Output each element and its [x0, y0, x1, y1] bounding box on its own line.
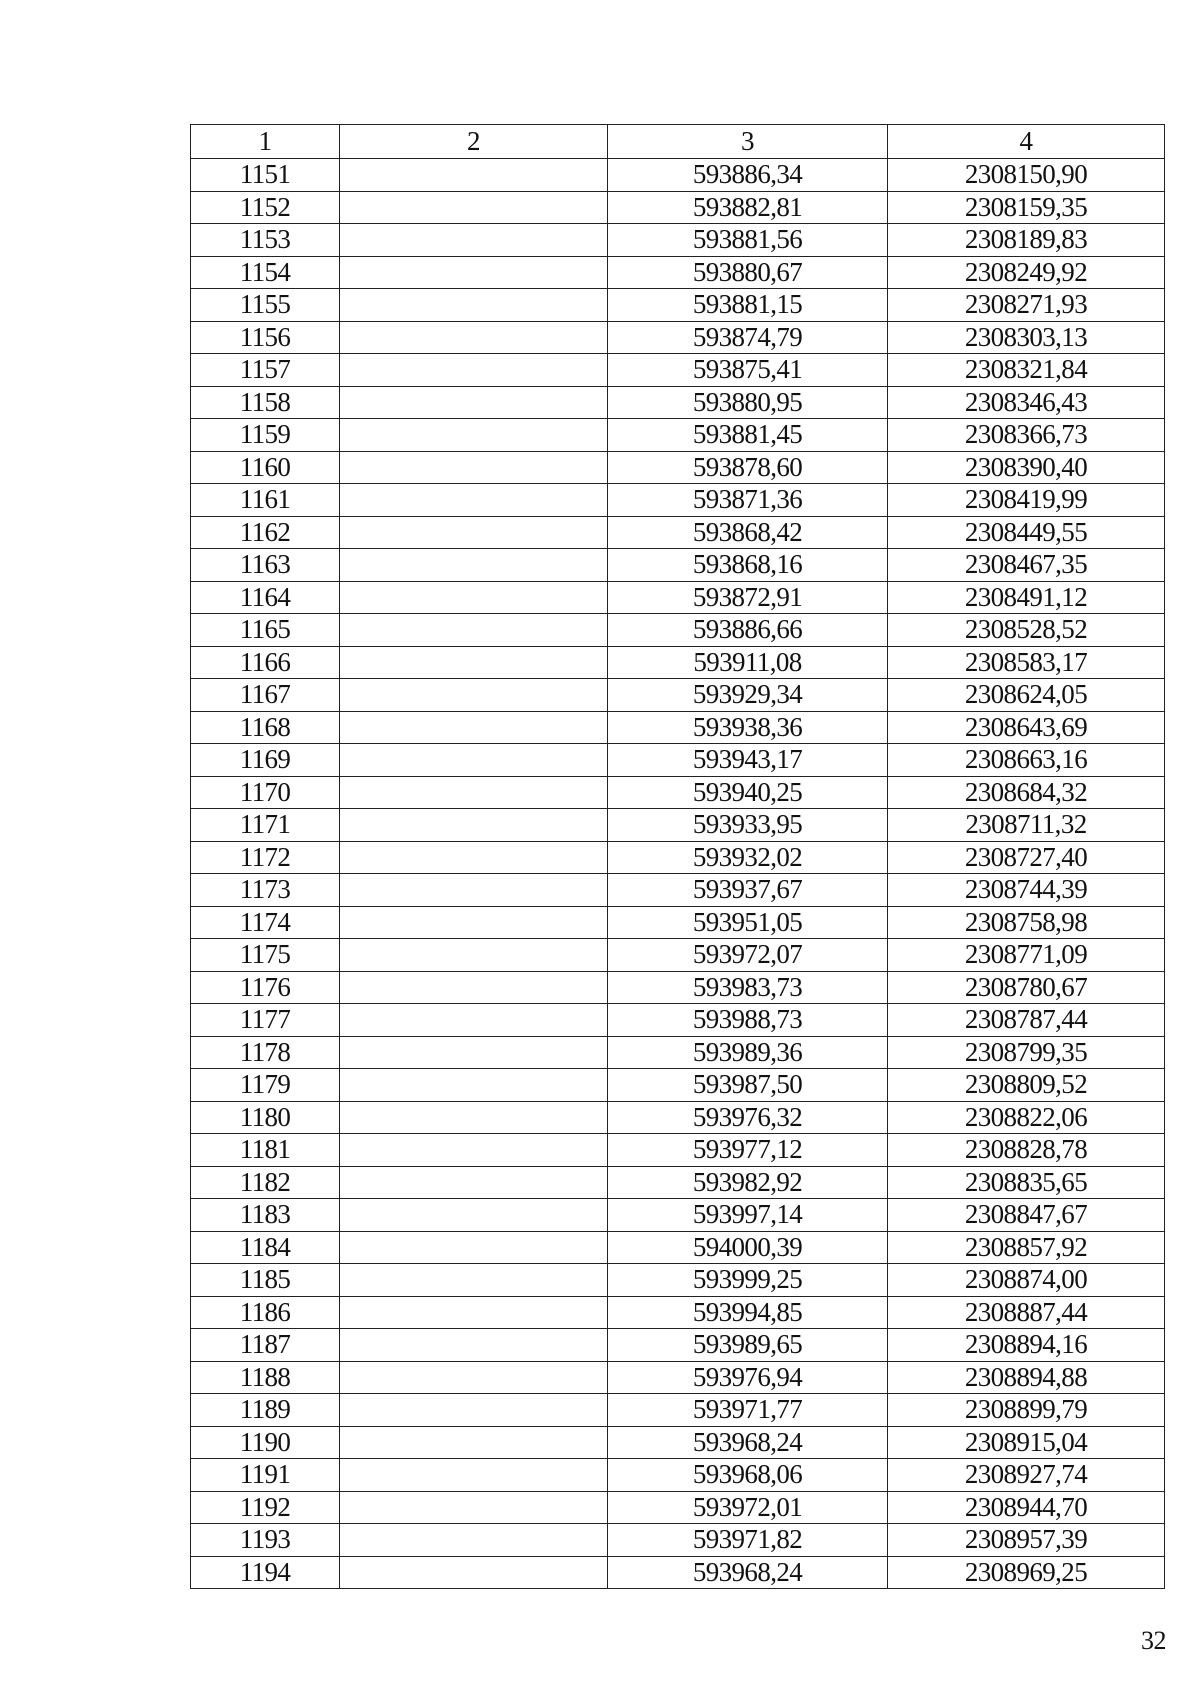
point-number-cell: 1159 [191, 419, 340, 452]
point-number-cell: 1177 [191, 1004, 340, 1037]
table-row [191, 321, 1165, 354]
empty-cell [340, 1426, 608, 1459]
y-coordinate-cell: 2308150,90 [888, 159, 1165, 192]
empty-cell [340, 484, 608, 517]
point-number-cell: 1171 [191, 809, 340, 842]
point-number-cell: 1154 [191, 256, 340, 289]
table-row [191, 1296, 1165, 1329]
point-number-cell: 1185 [191, 1264, 340, 1297]
x-coordinate-cell: 593971,82 [608, 1524, 888, 1557]
y-coordinate-cell: 2308366,73 [888, 419, 1165, 452]
point-number-cell: 1163 [191, 549, 340, 582]
x-coordinate-cell: 593989,36 [608, 1036, 888, 1069]
x-coordinate-cell: 593997,14 [608, 1199, 888, 1232]
y-coordinate-cell: 2308828,78 [888, 1134, 1165, 1167]
y-coordinate-cell: 2308969,25 [888, 1556, 1165, 1589]
point-number-cell: 1156 [191, 321, 340, 354]
y-coordinate-cell: 2308915,04 [888, 1426, 1165, 1459]
table-row [191, 1524, 1165, 1557]
point-number-cell: 1190 [191, 1426, 340, 1459]
x-coordinate-cell: 593880,95 [608, 386, 888, 419]
table-row [191, 1459, 1165, 1492]
y-coordinate-cell: 2308847,67 [888, 1199, 1165, 1232]
empty-cell [340, 614, 608, 647]
empty-cell [340, 1491, 608, 1524]
empty-cell [340, 1524, 608, 1557]
x-coordinate-cell: 593868,16 [608, 549, 888, 582]
table-row [191, 581, 1165, 614]
table-header-row [191, 125, 1165, 159]
page-number: 32 [1141, 1626, 1166, 1655]
empty-cell [340, 419, 608, 452]
empty-cell [340, 646, 608, 679]
x-coordinate-cell: 593994,85 [608, 1296, 888, 1329]
y-coordinate-cell: 2308528,52 [888, 614, 1165, 647]
empty-cell [340, 1394, 608, 1427]
empty-cell [340, 1069, 608, 1102]
point-number-cell: 1172 [191, 841, 340, 874]
empty-cell [340, 451, 608, 484]
table-row [191, 1199, 1165, 1232]
x-coordinate-cell: 593881,56 [608, 224, 888, 257]
empty-cell [340, 1004, 608, 1037]
empty-cell [340, 289, 608, 322]
point-number-cell: 1173 [191, 874, 340, 907]
empty-cell [340, 256, 608, 289]
table-row [191, 289, 1165, 322]
empty-cell [340, 581, 608, 614]
y-coordinate-cell: 2308346,43 [888, 386, 1165, 419]
point-number-cell: 1151 [191, 159, 340, 192]
point-number-cell: 1189 [191, 1394, 340, 1427]
y-coordinate-cell: 2308787,44 [888, 1004, 1165, 1037]
table-row [191, 1101, 1165, 1134]
x-coordinate-cell: 593871,36 [608, 484, 888, 517]
point-number-cell: 1153 [191, 224, 340, 257]
point-number-cell: 1174 [191, 906, 340, 939]
point-number-cell: 1170 [191, 776, 340, 809]
y-coordinate-cell: 2308449,55 [888, 516, 1165, 549]
point-number-cell: 1184 [191, 1231, 340, 1264]
table-row [191, 1134, 1165, 1167]
y-coordinate-cell: 2308771,09 [888, 939, 1165, 972]
table-row [191, 1491, 1165, 1524]
point-number-cell: 1186 [191, 1296, 340, 1329]
y-coordinate-cell: 2308857,92 [888, 1231, 1165, 1264]
table-row [191, 484, 1165, 517]
y-coordinate-cell: 2308643,69 [888, 711, 1165, 744]
column-header-4: 4 [888, 125, 1165, 159]
table-row [191, 1394, 1165, 1427]
point-number-cell: 1193 [191, 1524, 340, 1557]
table-row [191, 1264, 1165, 1297]
empty-cell [340, 809, 608, 842]
point-number-cell: 1183 [191, 1199, 340, 1232]
empty-cell [340, 191, 608, 224]
empty-cell [340, 1296, 608, 1329]
point-number-cell: 1161 [191, 484, 340, 517]
point-number-cell: 1194 [191, 1556, 340, 1589]
y-coordinate-cell: 2308663,16 [888, 744, 1165, 777]
point-number-cell: 1176 [191, 971, 340, 1004]
x-coordinate-cell: 593976,94 [608, 1361, 888, 1394]
empty-cell [340, 711, 608, 744]
point-number-cell: 1160 [191, 451, 340, 484]
column-header-1: 1 [191, 125, 340, 159]
empty-cell [340, 1231, 608, 1264]
y-coordinate-cell: 2308894,88 [888, 1361, 1165, 1394]
x-coordinate-cell: 593881,15 [608, 289, 888, 322]
y-coordinate-cell: 2308159,35 [888, 191, 1165, 224]
y-coordinate-cell: 2308887,44 [888, 1296, 1165, 1329]
empty-cell [340, 971, 608, 1004]
empty-cell [340, 1134, 608, 1167]
table-row [191, 939, 1165, 972]
y-coordinate-cell: 2308321,84 [888, 354, 1165, 387]
point-number-cell: 1164 [191, 581, 340, 614]
y-coordinate-cell: 2308944,70 [888, 1491, 1165, 1524]
y-coordinate-cell: 2308822,06 [888, 1101, 1165, 1134]
point-number-cell: 1155 [191, 289, 340, 322]
table-row [191, 1329, 1165, 1362]
table-row [191, 614, 1165, 647]
x-coordinate-cell: 593937,67 [608, 874, 888, 907]
point-number-cell: 1182 [191, 1166, 340, 1199]
x-coordinate-cell: 593972,01 [608, 1491, 888, 1524]
x-coordinate-cell: 593878,60 [608, 451, 888, 484]
table-row [191, 1036, 1165, 1069]
point-number-cell: 1168 [191, 711, 340, 744]
table-row [191, 1361, 1165, 1394]
empty-cell [340, 1361, 608, 1394]
empty-cell [340, 1556, 608, 1589]
coordinates-table [190, 124, 1165, 1589]
x-coordinate-cell: 593951,05 [608, 906, 888, 939]
point-number-cell: 1178 [191, 1036, 340, 1069]
y-coordinate-cell: 2308249,92 [888, 256, 1165, 289]
x-coordinate-cell: 594000,39 [608, 1231, 888, 1264]
y-coordinate-cell: 2308303,13 [888, 321, 1165, 354]
y-coordinate-cell: 2308684,32 [888, 776, 1165, 809]
y-coordinate-cell: 2308894,16 [888, 1329, 1165, 1362]
y-coordinate-cell: 2308711,32 [888, 809, 1165, 842]
empty-cell [340, 549, 608, 582]
point-number-cell: 1181 [191, 1134, 340, 1167]
empty-cell [340, 874, 608, 907]
empty-cell [340, 1101, 608, 1134]
x-coordinate-cell: 593968,24 [608, 1556, 888, 1589]
table-row [191, 1004, 1165, 1037]
empty-cell [340, 386, 608, 419]
table-body [191, 159, 1165, 1589]
x-coordinate-cell: 593943,17 [608, 744, 888, 777]
x-coordinate-cell: 593976,32 [608, 1101, 888, 1134]
empty-cell [340, 1166, 608, 1199]
x-coordinate-cell: 593982,92 [608, 1166, 888, 1199]
point-number-cell: 1175 [191, 939, 340, 972]
y-coordinate-cell: 2308189,83 [888, 224, 1165, 257]
table-row [191, 1069, 1165, 1102]
point-number-cell: 1167 [191, 679, 340, 712]
table-row [191, 906, 1165, 939]
x-coordinate-cell: 593933,95 [608, 809, 888, 842]
point-number-cell: 1191 [191, 1459, 340, 1492]
x-coordinate-cell: 593929,34 [608, 679, 888, 712]
point-number-cell: 1157 [191, 354, 340, 387]
y-coordinate-cell: 2308390,40 [888, 451, 1165, 484]
table-row [191, 646, 1165, 679]
empty-cell [340, 321, 608, 354]
point-number-cell: 1188 [191, 1361, 340, 1394]
table-row [191, 874, 1165, 907]
x-coordinate-cell: 593977,12 [608, 1134, 888, 1167]
empty-cell [340, 354, 608, 387]
table-row [191, 776, 1165, 809]
table-row [191, 451, 1165, 484]
x-coordinate-cell: 593868,42 [608, 516, 888, 549]
empty-cell [340, 159, 608, 192]
x-coordinate-cell: 593872,91 [608, 581, 888, 614]
x-coordinate-cell: 593938,36 [608, 711, 888, 744]
table-row [191, 744, 1165, 777]
table-row [191, 354, 1165, 387]
x-coordinate-cell: 593988,73 [608, 1004, 888, 1037]
x-coordinate-cell: 593874,79 [608, 321, 888, 354]
x-coordinate-cell: 593886,34 [608, 159, 888, 192]
point-number-cell: 1152 [191, 191, 340, 224]
y-coordinate-cell: 2308780,67 [888, 971, 1165, 1004]
empty-cell [340, 224, 608, 257]
table-row [191, 1556, 1165, 1589]
empty-cell [340, 679, 608, 712]
y-coordinate-cell: 2308744,39 [888, 874, 1165, 907]
x-coordinate-cell: 593968,24 [608, 1426, 888, 1459]
table-row [191, 679, 1165, 712]
x-coordinate-cell: 593940,25 [608, 776, 888, 809]
table-row [191, 224, 1165, 257]
table-row [191, 1426, 1165, 1459]
y-coordinate-cell: 2308874,00 [888, 1264, 1165, 1297]
empty-cell [340, 1329, 608, 1362]
y-coordinate-cell: 2308927,74 [888, 1459, 1165, 1492]
x-coordinate-cell: 593989,65 [608, 1329, 888, 1362]
empty-cell [340, 939, 608, 972]
empty-cell [340, 744, 608, 777]
point-number-cell: 1169 [191, 744, 340, 777]
column-header-3: 3 [608, 125, 888, 159]
empty-cell [340, 776, 608, 809]
x-coordinate-cell: 593999,25 [608, 1264, 888, 1297]
x-coordinate-cell: 593881,45 [608, 419, 888, 452]
point-number-cell: 1166 [191, 646, 340, 679]
y-coordinate-cell: 2308419,99 [888, 484, 1165, 517]
x-coordinate-cell: 593983,73 [608, 971, 888, 1004]
point-number-cell: 1162 [191, 516, 340, 549]
y-coordinate-cell: 2308271,93 [888, 289, 1165, 322]
empty-cell [340, 841, 608, 874]
x-coordinate-cell: 593875,41 [608, 354, 888, 387]
table-row [191, 256, 1165, 289]
table-row [191, 549, 1165, 582]
y-coordinate-cell: 2308899,79 [888, 1394, 1165, 1427]
point-number-cell: 1165 [191, 614, 340, 647]
y-coordinate-cell: 2308835,65 [888, 1166, 1165, 1199]
x-coordinate-cell: 593971,77 [608, 1394, 888, 1427]
x-coordinate-cell: 593882,81 [608, 191, 888, 224]
table-row [191, 386, 1165, 419]
y-coordinate-cell: 2308624,05 [888, 679, 1165, 712]
y-coordinate-cell: 2308491,12 [888, 581, 1165, 614]
point-number-cell: 1192 [191, 1491, 340, 1524]
x-coordinate-cell: 593880,67 [608, 256, 888, 289]
empty-cell [340, 1459, 608, 1492]
y-coordinate-cell: 2308727,40 [888, 841, 1165, 874]
x-coordinate-cell: 593987,50 [608, 1069, 888, 1102]
table-row [191, 971, 1165, 1004]
empty-cell [340, 1264, 608, 1297]
y-coordinate-cell: 2308583,17 [888, 646, 1165, 679]
y-coordinate-cell: 2308758,98 [888, 906, 1165, 939]
point-number-cell: 1158 [191, 386, 340, 419]
x-coordinate-cell: 593968,06 [608, 1459, 888, 1492]
point-number-cell: 1180 [191, 1101, 340, 1134]
column-header-2: 2 [340, 125, 608, 159]
table-row [191, 1166, 1165, 1199]
x-coordinate-cell: 593932,02 [608, 841, 888, 874]
table-row [191, 711, 1165, 744]
table-row [191, 841, 1165, 874]
x-coordinate-cell: 593886,66 [608, 614, 888, 647]
point-number-cell: 1179 [191, 1069, 340, 1102]
table-row [191, 159, 1165, 192]
y-coordinate-cell: 2308467,35 [888, 549, 1165, 582]
y-coordinate-cell: 2308799,35 [888, 1036, 1165, 1069]
table-row [191, 516, 1165, 549]
table-row [191, 419, 1165, 452]
x-coordinate-cell: 593972,07 [608, 939, 888, 972]
y-coordinate-cell: 2308809,52 [888, 1069, 1165, 1102]
empty-cell [340, 1036, 608, 1069]
empty-cell [340, 516, 608, 549]
table-row [191, 191, 1165, 224]
y-coordinate-cell: 2308957,39 [888, 1524, 1165, 1557]
point-number-cell: 1187 [191, 1329, 340, 1362]
table-row [191, 809, 1165, 842]
x-coordinate-cell: 593911,08 [608, 646, 888, 679]
empty-cell [340, 906, 608, 939]
table-row [191, 1231, 1165, 1264]
empty-cell [340, 1199, 608, 1232]
